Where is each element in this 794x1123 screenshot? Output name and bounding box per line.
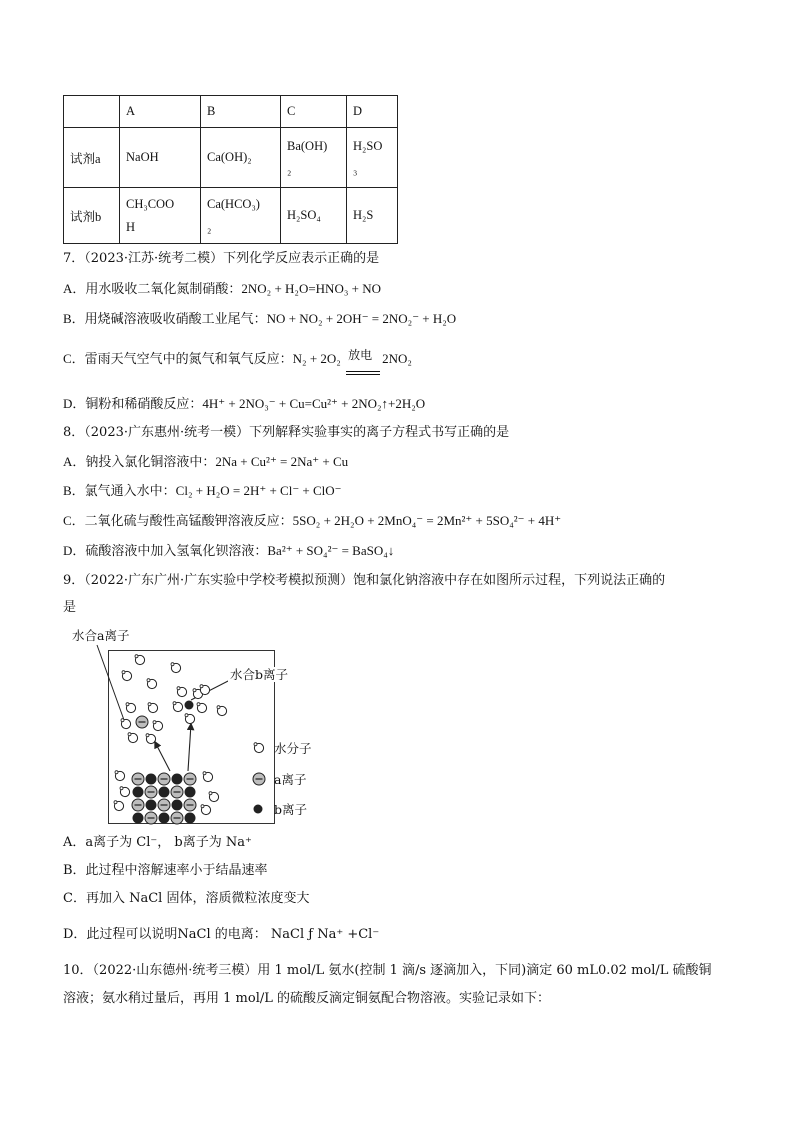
q7-option-d: D．铜粉和稀硝酸反应：4H⁺ + 2NO₃⁻ + Cu=Cu²⁺ + 2NO₂↑+2H₂O [63,396,426,411]
row-label: 试剂b [64,188,120,244]
q9-stem-line1: 9．（2022·广东广州·广东实验中学校考模拟预测）饱和氯化钠溶液中存在如图所示过程，下列说法正确的 [63,573,666,588]
table-header-cell: C [281,96,347,128]
q9-stem-line2: 是 [63,600,77,615]
legend-b-ion-icon [254,805,263,814]
q10-stem-line1: 10．（2022·山东德州·统考三模）用 1 mol/L 氨水(控制 1 滴/s 逐滴加入，下同)滴定 60 mL0.02 mol/L 硫酸铜 [63,963,712,978]
hydrated-a-ion [121,703,163,744]
table-header-cell: D [347,96,398,128]
q8-option-a: A．钠投入氯化铜溶液中：2Na + Cu²⁺ = 2Na⁺ + Cu [63,454,349,469]
legend-b-ion-label: b离子 [274,802,308,817]
q7-option-c-product: 2NO₂ [382,351,412,366]
q9-option-d: D．此过程可以说明NaCl 的电离： NaCl ƒ Na⁺ +Cl⁻ [63,927,380,942]
q9-option-b: B．此过程中溶解速率小于结晶速率 [63,863,268,878]
table-cell: H₂S [347,188,398,244]
legend-a-ion-label: a离子 [274,772,307,787]
table-cell: Ca(HCO₃) ₂ [201,188,281,244]
q7-option-b: B．用烧碱溶液吸收硝酸工业尾气：NO + NO₂ + 2OH⁻ = 2NO₂⁻ + H₂O [63,311,457,326]
nacl-crystal [132,773,196,824]
q8-stem: 8．（2023·广东惠州·统考一模）下列解释实验事实的离子方程式书写正确的是 [63,425,510,440]
legend-a-ion-icon [253,773,265,785]
row-label: 试剂a [64,128,120,188]
legend-water-icon [254,743,264,753]
table-header-cell: B [201,96,281,128]
q7-option-a: A．用水吸收二氧化氮制硝酸：2NO₂ + H₂O=HNO₃ + NO [63,281,381,296]
table-cell: NaOH [120,128,201,188]
table-cell: H₂SO₄ [281,188,347,244]
table-cell: H₂SO ₃ [347,128,398,188]
dissolution-arrow [155,742,170,771]
reaction-condition: 放电 [348,348,373,362]
table-cell: Ba(OH) ₂ [281,128,347,188]
q9-option-a: A．a离子为 Cl⁻， b离子为 Na⁺ [63,835,252,850]
label-hydrated-a-ion: 水合a离子 [72,628,130,643]
legend-water-label: 水分子 [274,741,312,756]
b-ion [185,701,194,710]
q8-option-b: B．氯气通入水中：Cl₂ + H₂O = 2H⁺ + Cl⁻ + ClO⁻ [63,483,342,498]
q9-option-c: C．再加入 NaCl 固体，溶质微粒浓度变大 [63,891,310,906]
q7-option-c-text: C．雷雨天气空气中的氮气和氧气反应：N₂ + 2O₂ [63,351,341,366]
table-cell: CH₃COO H [120,188,201,244]
label-hydrated-b-ion: 水合b离子 [230,667,289,682]
dissolution-arrow [188,724,191,771]
table-header-cell: A [120,96,201,128]
table-cell: Ca(OH)₂ [201,128,281,188]
q10-stem-line2: 溶液；氨水稍过量后，再用 1 mol/L 的硫酸反滴定铜氨配合物溶液。实验记录如下： [63,991,550,1006]
q7-stem: 7．（2023·江苏·统考二模）下列化学反应表示正确的是 [63,251,380,266]
q8-option-c: C．二氧化硫与酸性高锰酸钾溶液反应：5SO₂ + 2H₂O + 2MnO₄⁻ = 2Mn²⁺ + 5SO₄²⁻ + 4H⁺ [63,513,562,528]
q8-option-d: D．硫酸溶液中加入氢氧化钡溶液：Ba²⁺ + SO₄²⁻ = BaSO₄↓ [63,543,395,558]
